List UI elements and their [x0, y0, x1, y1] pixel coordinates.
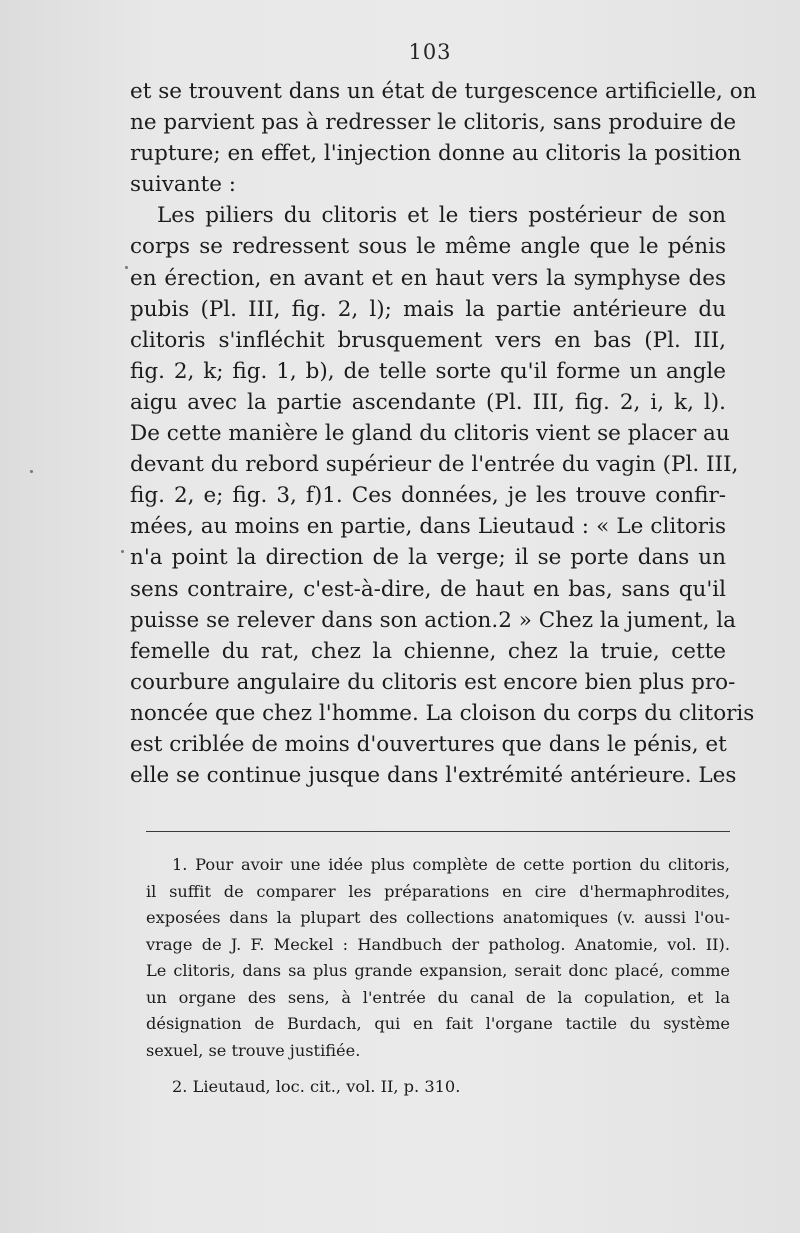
text-line: et se trouvent dans un état de turgescence artificielle, on: [130, 79, 757, 104]
footnote-rule: [146, 831, 730, 832]
text-line: en érection, en avant et en haut vers la symphyse des: [130, 265, 726, 291]
main-text: [130, 76, 757, 791]
footnote-2: 2. Lieutaud, loc. cit., vol. II, p. 310.: [172, 1077, 461, 1096]
footnotes: [146, 852, 730, 1101]
text-line: pubis (Pl. III, fig. 2, l); mais la partie antérieure du: [130, 296, 726, 322]
text-line: est criblée de moins d'ouvertures que dans le pénis, et: [130, 731, 727, 757]
text-line: femelle du rat, chez la chienne, chez la truie, cette: [130, 638, 726, 664]
text-line: n'a point la direction de la verge; il se porte dans un: [130, 545, 726, 571]
text-line: Les piliers du clitoris et le tiers postérieur de son: [157, 203, 726, 229]
text-line: mées, au moins en partie, dans Lieutaud : « Le clitoris: [130, 514, 726, 540]
footnote-1-line: Le clitoris, dans sa plus grande expansion, serait donc placé, comme: [146, 961, 730, 980]
text-line: courbure angulaire du clitoris est encore bien plus pro-: [130, 669, 736, 695]
text-line: corps se redressent sous le même angle que le pénis: [130, 234, 726, 260]
footnote-1-line: sexuel, se trouve justifiée.: [146, 1040, 361, 1060]
paper-speck: [30, 470, 33, 473]
text-line: devant du rebord supérieur de l'entrée du vagin (Pl. III,: [130, 452, 739, 478]
text-line: puisse se relever dans son action.2 » Chez la jument, la: [130, 607, 736, 633]
footnote-1-line: vrage de J. F. Meckel : Handbuch der patholog. Anatomie, vol. II).: [146, 934, 730, 954]
page-number: 103: [408, 40, 452, 64]
text-line: suivante :: [130, 172, 237, 198]
text-line: rupture; en effet, l'injection donne au clitoris la position: [130, 141, 742, 167]
text-line: noncée que chez l'homme. La cloison du corps du clitoris: [130, 700, 755, 726]
text-line: elle se continue jusque dans l'extrémité antérieure. Les: [130, 763, 737, 789]
footnote-1-line: désignation de Burdach, qui en fait l'organe tactile du système: [146, 1014, 730, 1033]
text-line: aigu avec la partie ascendante (Pl. III, fig. 2, i, k, l).: [130, 389, 726, 415]
text-line: fig. 2, k; fig. 1, b), de telle sorte qu'il forme un angle: [130, 358, 726, 384]
text-line: clitoris s'infléchit brusquement vers en bas (Pl. III,: [130, 327, 726, 353]
text-line: sens contraire, c'est-à-dire, de haut en bas, sans qu'il: [130, 576, 726, 602]
footnote-1-line: exposées dans la plupart des collections anatomiques (v. aussi l'ou-: [146, 908, 730, 927]
footnote-1-line: 1. Pour avoir une idée plus complète de cette portion du clitoris,: [172, 855, 730, 874]
text-line: De cette manière le gland du clitoris vient se placer au: [130, 421, 730, 447]
footnote-1-line: un organe des sens, à l'entrée du canal de la copulation, et la: [146, 987, 730, 1007]
text-line: ne parvient pas à redresser le clitoris, sans produire de: [130, 110, 737, 136]
text-line: fig. 2, e; fig. 3, f)1. Ces données, je les trouve confir-: [130, 483, 726, 509]
footnote-1-line: il suffit de comparer les préparations en cire d'hermaphrodites,: [146, 881, 730, 901]
paper-speck: [121, 550, 124, 553]
paper-speck: [125, 266, 128, 269]
